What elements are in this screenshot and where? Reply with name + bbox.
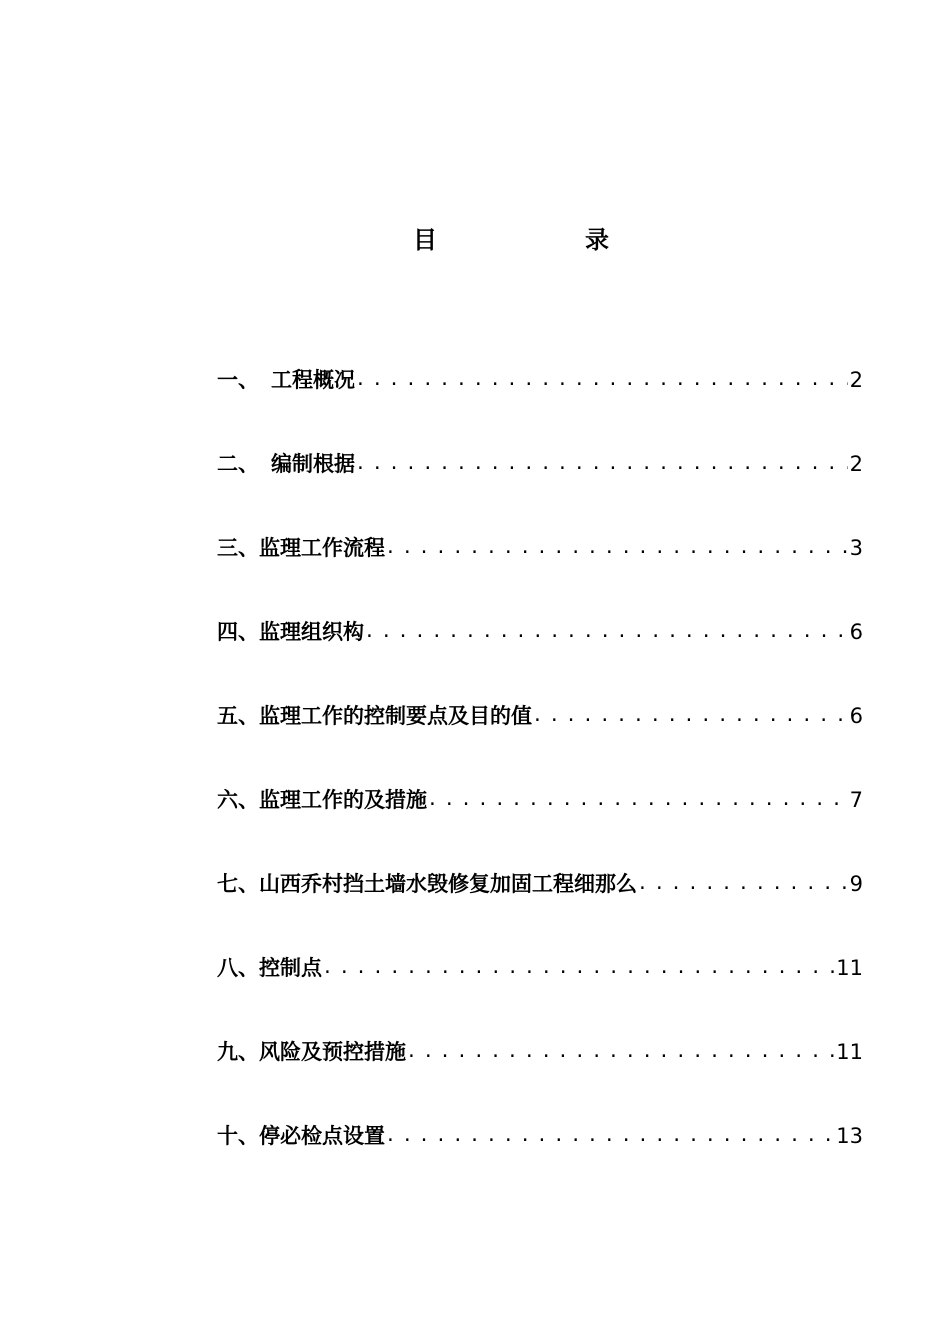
toc-leader-dots bbox=[364, 614, 848, 650]
toc-entry-number: 七、 bbox=[217, 871, 259, 896]
toc-entry-number: 四、 bbox=[217, 619, 259, 644]
toc-entry-label: 停必检点设置 bbox=[259, 1123, 385, 1148]
toc-entry-number: 六、 bbox=[217, 787, 259, 812]
toc-title-char-2: 录 bbox=[585, 225, 609, 254]
toc-title-char-1: 目 bbox=[413, 225, 437, 254]
toc-leader-dots bbox=[385, 1118, 834, 1154]
toc-entry[interactable] bbox=[217, 362, 863, 446]
toc-entry-label: 工程概况 bbox=[271, 367, 355, 392]
toc-entry-label: 山西乔村挡土墙水毁修复加固工程细那么 bbox=[259, 871, 637, 896]
toc-entry-label: 监理工作流程 bbox=[259, 535, 385, 560]
toc-entry[interactable] bbox=[217, 782, 863, 866]
toc-entry-page: 13 bbox=[836, 1124, 863, 1148]
toc-entry[interactable] bbox=[217, 1118, 863, 1202]
toc-entry-number: 一、 bbox=[217, 367, 259, 392]
toc-entry-page: 2 bbox=[849, 452, 863, 476]
toc-leader-dots bbox=[322, 950, 834, 986]
toc-leader-dots bbox=[355, 362, 848, 398]
toc-entry-number: 三、 bbox=[217, 535, 259, 560]
toc-entry-page: 7 bbox=[849, 788, 863, 812]
toc-leader-dots bbox=[385, 530, 848, 566]
toc-entry-number: 五、 bbox=[217, 703, 259, 728]
toc-entry-number: 八、 bbox=[217, 955, 259, 980]
toc-entry-label: 监理工作的及措施 bbox=[259, 787, 427, 812]
toc-entry-page: 6 bbox=[849, 704, 863, 728]
toc-entry-page: 9 bbox=[849, 872, 863, 896]
toc-entry-page: 2 bbox=[849, 368, 863, 392]
toc-entry-number: 十、 bbox=[217, 1123, 259, 1148]
toc-entry-label: 编制根据 bbox=[271, 451, 355, 476]
toc-entry-number: 二、 bbox=[217, 451, 259, 476]
toc-entry-page: 11 bbox=[836, 1040, 863, 1064]
toc-leader-dots bbox=[532, 698, 848, 734]
toc-entry[interactable] bbox=[217, 1034, 863, 1118]
toc-leader-dots bbox=[427, 782, 848, 818]
toc-entry[interactable] bbox=[217, 614, 863, 698]
toc-entry[interactable] bbox=[217, 530, 863, 614]
toc-entry-label: 控制点 bbox=[259, 955, 322, 980]
toc-entry-number: 九、 bbox=[217, 1039, 259, 1064]
toc-entry[interactable] bbox=[217, 866, 863, 950]
toc-leader-dots bbox=[406, 1034, 834, 1070]
toc-entry[interactable] bbox=[217, 446, 863, 530]
toc-entry-label: 监理工作的控制要点及目的值 bbox=[259, 703, 532, 728]
toc-leader-dots bbox=[355, 446, 848, 482]
toc-entry-page: 11 bbox=[836, 956, 863, 980]
table-of-contents bbox=[217, 362, 863, 1202]
toc-title bbox=[0, 220, 950, 260]
toc-entry-page: 3 bbox=[849, 536, 863, 560]
toc-entry-label: 监理组织构 bbox=[259, 619, 364, 644]
toc-entry[interactable] bbox=[217, 950, 863, 1034]
toc-entry[interactable] bbox=[217, 698, 863, 782]
toc-entry-page: 6 bbox=[849, 620, 863, 644]
toc-leader-dots bbox=[637, 866, 848, 902]
toc-entry-label: 风险及预控措施 bbox=[259, 1039, 406, 1064]
